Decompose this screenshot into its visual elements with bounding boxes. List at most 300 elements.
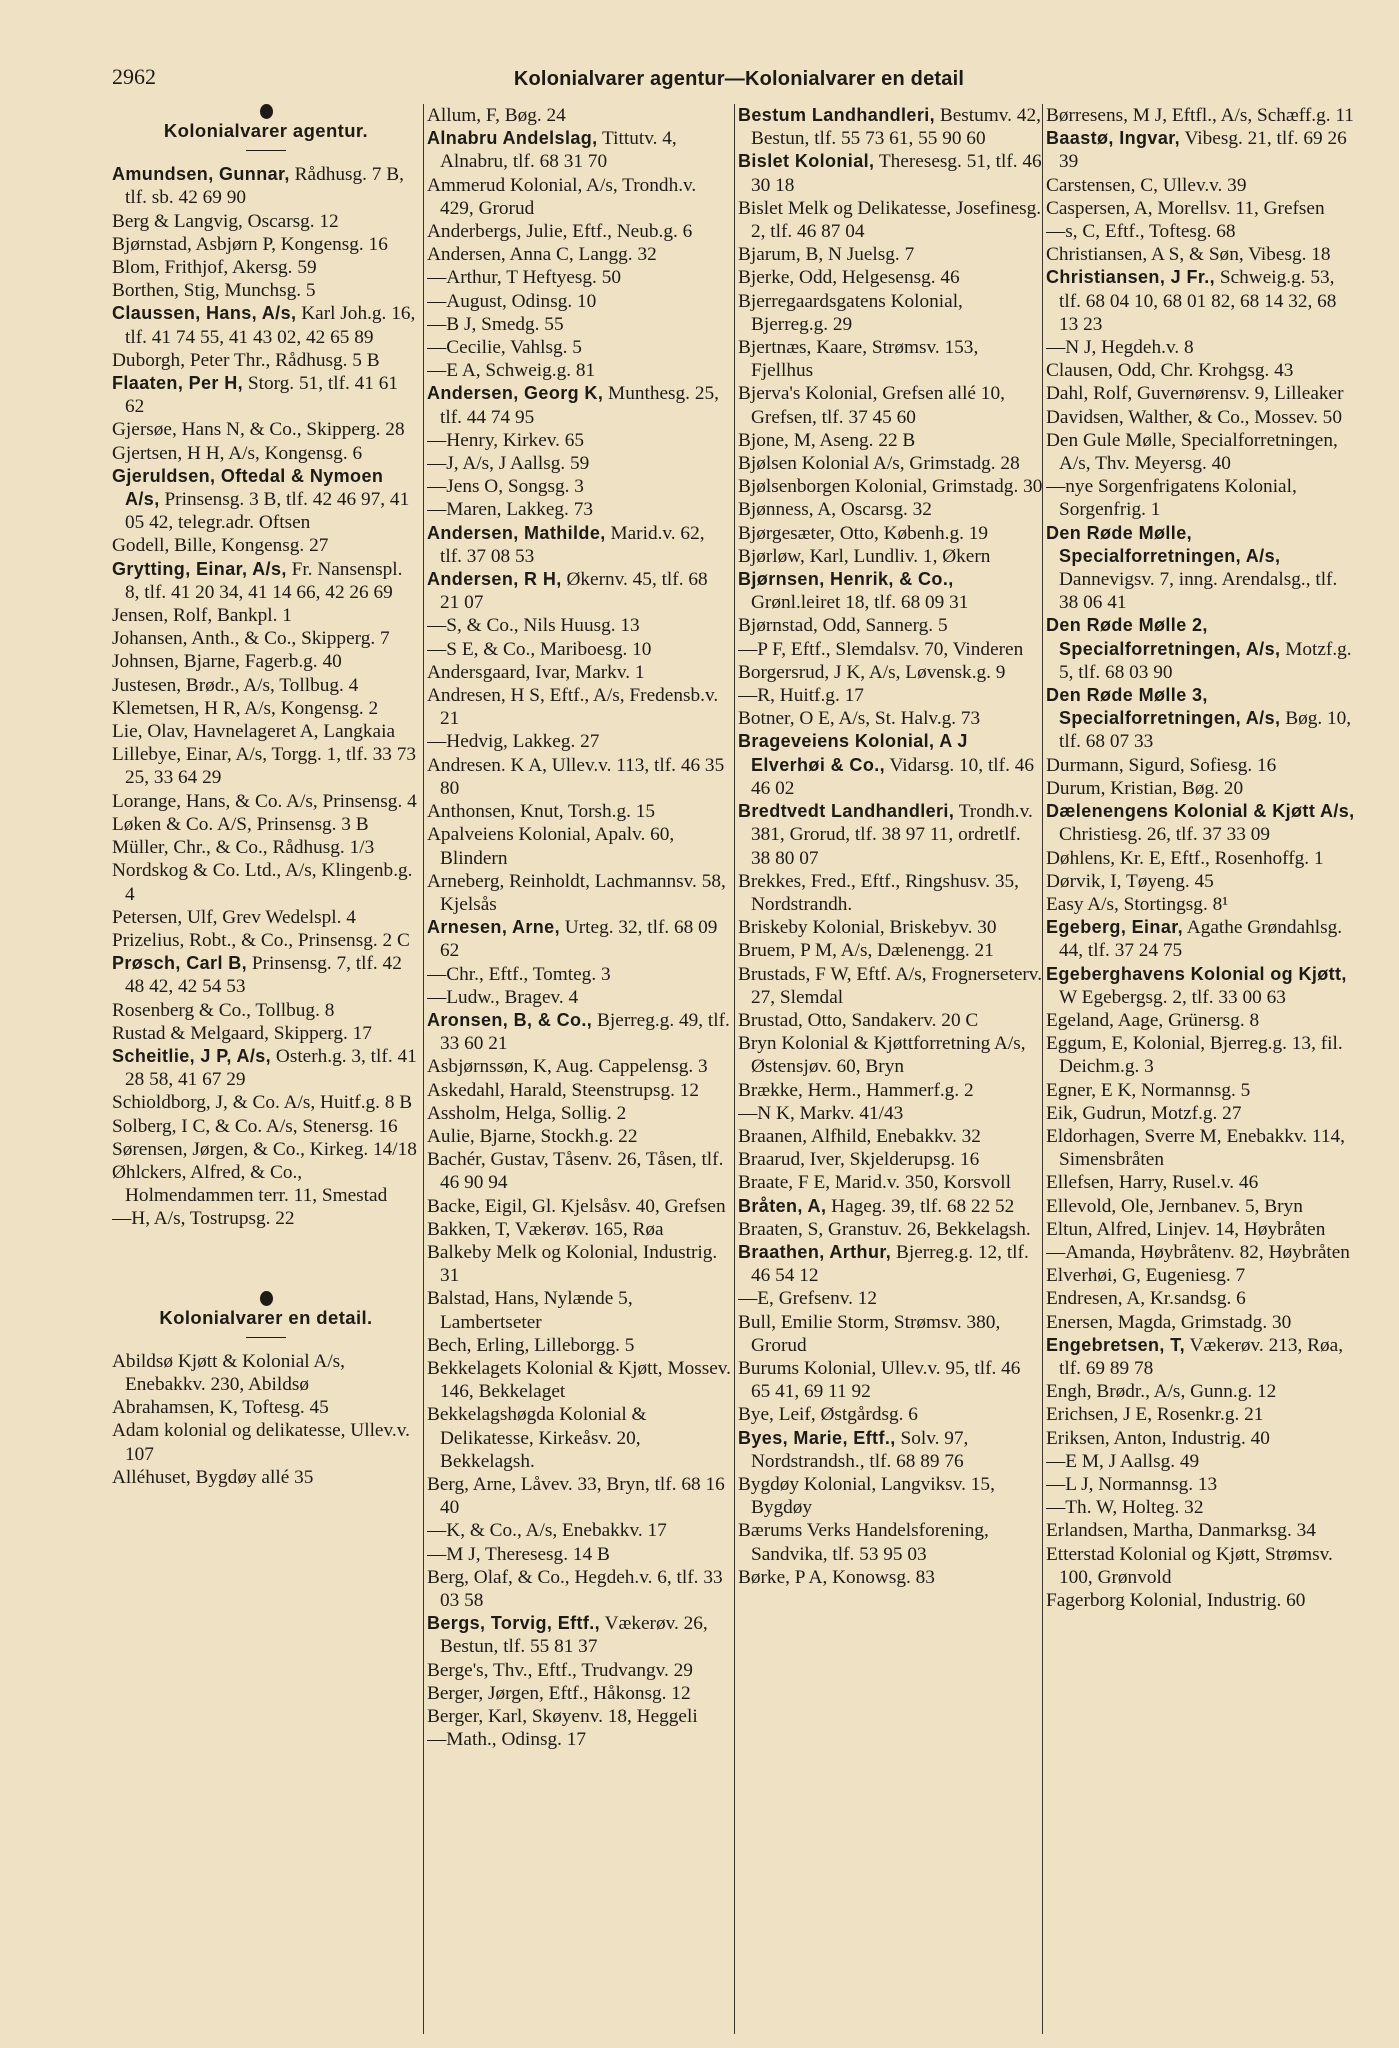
entry-text: Johansen, Anth., & Co., Skipperg. 7: [112, 628, 390, 650]
directory-entry: [1046, 1589, 1358, 1612]
directory-entry: [427, 823, 731, 869]
directory-entry: [427, 1148, 731, 1194]
entry-text: Balkeby Melk og Kolonial, Industrig. 31: [427, 1241, 718, 1287]
directory-entry: [427, 1334, 731, 1357]
directory-entry: [112, 279, 420, 302]
directory-entry: [1046, 1009, 1358, 1032]
directory-entry: [1046, 1171, 1358, 1194]
entry-text: Alléhuset, Bygdøy allé 35: [112, 1466, 314, 1488]
entry-text: Dahl, Rolf, Guvernørensv. 9, Lilleaker: [1046, 383, 1344, 405]
entry-text: Vækerøv. 26, Bestun, tlf. 55 81 37: [440, 1613, 708, 1658]
entry-text: Erlandsen, Martha, Danmarksg. 34: [1046, 1520, 1316, 1542]
entry-text: Hageg. 39, tlf. 68 22 52: [826, 1195, 1015, 1217]
entry-text: Andresen. K A, Ullev.v. 113, tlf. 46 35 80: [427, 754, 725, 799]
entry-text: —M J, Theresesg. 14 B: [427, 1543, 610, 1565]
entry-name-bold: Flaaten, Per H,: [112, 373, 244, 394]
column-4: [1046, 104, 1358, 2034]
entry-text: Christiesg. 26, tlf. 37 33 09: [1059, 824, 1271, 846]
entry-text: Briskeby Kolonial, Briskebyv. 30: [738, 917, 997, 939]
entry-text: Lorange, Hans, & Co. A/s, Prinsensg. 4: [112, 790, 417, 812]
entry-text: Bjørløw, Karl, Lundliv. 1, Økern: [738, 545, 991, 567]
directory-entry: [1046, 475, 1358, 521]
entry-text: Asbjørnssøn, K, Aug. Cappelensg. 3: [427, 1056, 708, 1078]
entry-text: Eldorhagen, Sverre M, Enebakkv. 114, Simensbråten: [1046, 1125, 1345, 1171]
directory-entry: [1046, 1427, 1358, 1450]
entry-text: Dørvik, I, Tøyeng. 45: [1046, 870, 1214, 892]
entry-text: Andersen, Anna C, Langg. 32: [427, 244, 657, 266]
directory-entry: [738, 1148, 1044, 1171]
directory-entry: [738, 452, 1044, 475]
directory-entry: [1046, 127, 1358, 173]
entry-text: Enersen, Magda, Grimstadg. 30: [1046, 1311, 1292, 1333]
section-heading: [112, 1291, 420, 1338]
entry-text: Fagerborg Kolonial, Industrig. 60: [1046, 1590, 1306, 1611]
directory-entry: [112, 1466, 420, 1489]
directory-entry: [738, 1171, 1044, 1194]
entry-text: Erichsen, J E, Rosenkr.g. 21: [1046, 1404, 1264, 1426]
entry-text: Ellefsen, Harry, Rusel.v. 46: [1046, 1172, 1259, 1194]
directory-entry: [1046, 1496, 1358, 1519]
entry-text: Løken & Co. A/S, Prinsensg. 3 B: [112, 813, 369, 835]
directory-entry: [427, 614, 731, 637]
directory-entry: [738, 1009, 1044, 1032]
entry-name-bold: Gjeruldsen, Oftedal & Nymoen A/s,: [112, 465, 384, 510]
entry-text: Allum, F, Bøg. 24: [427, 105, 566, 126]
directory-entry: [427, 916, 731, 962]
directory-entry: [1046, 1125, 1358, 1171]
directory-entry: [112, 697, 420, 720]
directory-entry: [112, 372, 420, 418]
entry-name-bold: Bislet Kolonial,: [738, 151, 875, 172]
directory-entry: [427, 1241, 731, 1287]
entry-text: Dannevigsv. 7, inng. Arendalsg., tlf. 38 06 41: [1059, 569, 1338, 614]
directory-entry: [1046, 1543, 1358, 1589]
entry-text: Økernv. 45, tlf. 68 21 07: [440, 569, 708, 614]
entry-text: —s, C, Eftf., Toftesg. 68: [1046, 221, 1236, 243]
directory-entry: [112, 302, 420, 348]
directory-entry: [738, 1519, 1044, 1565]
entry-name-bold: Den Røde Mølle 2, Specialforretningen, A/s,: [1046, 615, 1281, 659]
directory-entry: [112, 1045, 420, 1091]
directory-entry: [738, 730, 1044, 800]
directory-entry: [1046, 220, 1358, 243]
entry-text: Brække, Herm., Hammerf.g. 2: [738, 1079, 974, 1101]
directory-entry: [427, 359, 731, 382]
directory-entry: [427, 1403, 731, 1473]
directory-entry: [738, 870, 1044, 916]
directory-entry: [427, 1195, 731, 1218]
entry-text: Bjerreg.g. 12, tlf. 46 54 12: [751, 1241, 1029, 1287]
entry-text: Braate, F E, Marid.v. 350, Korsvoll: [738, 1172, 1011, 1194]
section-title: Kolonialvarer en detail.: [159, 1306, 373, 1328]
directory-entry: [427, 382, 731, 428]
directory-entry: [738, 522, 1044, 545]
directory-entry: [427, 1519, 731, 1542]
entry-text: Bjerva's Kolonial, Grefsen allé 10, Grefsen, tlf. 37 45 60: [738, 383, 1005, 428]
entry-text: Gjersøe, Hans N, & Co., Skipperg. 28: [112, 419, 405, 441]
entry-text: —Math., Odinsg. 17: [427, 1729, 587, 1751]
directory-entry: [427, 104, 731, 127]
entry-text: Bachér, Gustav, Tåsenv. 26, Tåsen, tlf. 46 90 94: [427, 1149, 724, 1194]
entry-text: Bjønness, A, Oscarsg. 32: [738, 499, 932, 521]
entry-text: Burums Kolonial, Ullev.v. 95, tlf. 46 65 41, 69 11 92: [738, 1357, 1021, 1403]
directory-entry: [427, 313, 731, 336]
entry-text: Bislet Melk og Delikatesse, Josefinesg. 2, tlf. 46 87 04: [738, 197, 1042, 243]
entry-text: Durum, Kristian, Bøg. 20: [1046, 777, 1244, 799]
directory-entry: [738, 1566, 1044, 1589]
entry-text: Christiansen, A S, & Søn, Vibesg. 18: [1046, 244, 1331, 266]
entry-text: Eik, Gudrun, Motzf.g. 27: [1046, 1102, 1242, 1124]
directory-entry: [112, 906, 420, 929]
directory-entry: [738, 661, 1044, 684]
directory-entry: [738, 150, 1044, 196]
entry-text: —Maren, Lakkeg. 73: [427, 499, 593, 521]
directory-entry: [112, 1115, 420, 1138]
entry-text: Aulie, Bjarne, Stockh.g. 22: [427, 1125, 638, 1147]
entry-text: —H, A/s, Tostrupsg. 22: [112, 1208, 295, 1230]
directory-entry: [738, 197, 1044, 243]
entry-text: Davidsen, Walther, & Co., Mossev. 50: [1046, 406, 1342, 428]
entry-text: —Cecilie, Vahlsg. 5: [427, 337, 582, 359]
entry-name-bold: Egeberg, Einar,: [1046, 917, 1184, 938]
directory-entry: [112, 743, 420, 789]
directory-entry: [1046, 1473, 1358, 1496]
directory-entry: [738, 1079, 1044, 1102]
entry-text: Rustad & Melgaard, Skipperg. 17: [112, 1022, 372, 1044]
directory-entry: [738, 1403, 1044, 1426]
entry-text: Backe, Eigil, Gl. Kjelsåsv. 40, Grefsen: [427, 1195, 726, 1217]
directory-entry: [1046, 522, 1358, 615]
directory-entry: [1046, 1311, 1358, 1334]
entry-text: Gjertsen, H H, A/s, Kongensg. 6: [112, 442, 363, 464]
entry-text: Duborgh, Peter Thr., Rådhusg. 5 B: [112, 349, 380, 371]
entry-text: —Chr., Eftf., Tomteg. 3: [427, 963, 611, 985]
directory-entry: [738, 475, 1044, 498]
directory-entry: [427, 475, 731, 498]
entry-text: Solberg, I C, & Co. A/s, Stenersg. 16: [112, 1115, 398, 1137]
entry-name-bold: Andersen, Georg K,: [427, 383, 604, 404]
entry-text: Andresen, H S, Eftf., A/s, Fredensb.v. 21: [427, 685, 719, 730]
entry-text: Bekkelagets Kolonial & Kjøtt, Mossev. 146, Bekkelaget: [427, 1357, 731, 1403]
entry-text: Bjerregaardsgatens Kolonial, Bjerreg.g. 29: [738, 290, 963, 335]
entry-text: Braarud, Iver, Skjelderupsg. 16: [738, 1149, 980, 1171]
directory-entry: [1046, 847, 1358, 870]
entry-text: Osterh.g. 3, tlf. 41 28 58, 41 67 29: [125, 1045, 417, 1091]
directory-entry: [427, 1009, 731, 1055]
entry-text: —Jens O, Songsg. 3: [427, 476, 584, 498]
directory-entry: [427, 1543, 731, 1566]
directory-entry: [427, 1473, 731, 1519]
directory-entry: [1046, 963, 1358, 1009]
directory-entry: [427, 1218, 731, 1241]
directory-entry: [1046, 893, 1358, 916]
entry-name-bold: Egeberghavens Kolonial og Kjøtt,: [1046, 963, 1347, 984]
entry-text: —R, Huitf.g. 17: [738, 685, 864, 707]
column-2: [427, 104, 731, 2034]
directory-entry: [738, 916, 1044, 939]
entry-text: Døhlens, Kr. E, Eftf., Rosenhoffg. 1: [1046, 847, 1324, 869]
entry-text: Assholm, Helga, Sollig. 2: [427, 1102, 627, 1124]
directory-entry: [112, 836, 420, 859]
directory-entry: [1046, 777, 1358, 800]
entry-text: Schweig.g. 53, tlf. 68 04 10, 68 01 82, 68 14 32, 68 13 23: [1059, 267, 1337, 335]
directory-entry: [427, 1287, 731, 1333]
directory-entry: [1046, 1380, 1358, 1403]
directory-entry: [1046, 266, 1358, 336]
entry-text: Børke, P A, Konowsg. 83: [738, 1566, 935, 1588]
directory-entry: [738, 614, 1044, 637]
directory-entry: [427, 127, 731, 173]
directory-entry: [738, 243, 1044, 266]
entry-text: W Egebergsg. 2, tlf. 33 00 63: [1059, 986, 1286, 1008]
directory-entry: [1046, 406, 1358, 429]
entry-text: Braaten, S, Granstuv. 26, Bekkelagsh.: [738, 1218, 1031, 1240]
directory-entry: [738, 638, 1044, 661]
directory-entry: [1046, 1334, 1358, 1380]
directory-entry: [1046, 429, 1358, 475]
directory-entry: [738, 1311, 1044, 1357]
directory-entry: [112, 929, 420, 952]
directory-entry: [1046, 684, 1358, 754]
directory-entry: [112, 674, 420, 697]
entry-text: Vibesg. 21, tlf. 69 26 39: [1059, 128, 1347, 173]
entry-text: —B J, Smedg. 55: [427, 313, 564, 335]
bullet-icon: [260, 104, 273, 119]
directory-entry: [427, 870, 731, 916]
entry-text: Berg, Olaf, & Co., Hegdeh.v. 6, tlf. 33 03 58: [427, 1566, 723, 1611]
directory-entry: [112, 999, 420, 1022]
directory-entry: [738, 1102, 1044, 1125]
directory-entry: [1046, 1403, 1358, 1426]
directory-entry: [112, 465, 420, 535]
directory-entry: [738, 104, 1044, 150]
entry-text: Blom, Frithjof, Akersg. 59: [112, 257, 317, 279]
entry-text: Berg & Langvig, Oscarsg. 12: [112, 210, 339, 232]
entry-text: Karl Joh.g. 16, tlf. 41 74 55, 41 43 02, 42 65 89: [125, 303, 416, 348]
entry-name-bold: Baastø, Ingvar,: [1046, 128, 1181, 149]
directory-entry: [738, 684, 1044, 707]
entry-text: Motzf.g. 5, tlf. 68 03 90: [1059, 638, 1352, 683]
directory-entry: [1046, 1450, 1358, 1473]
entry-text: Anthonsen, Knut, Torsh.g. 15: [427, 801, 656, 823]
directory-entry: [427, 266, 731, 289]
entry-name-bold: Byes, Marie, Eftf.,: [738, 1427, 896, 1448]
entry-text: Bakken, T, Vækerøv. 165, Røa: [427, 1218, 664, 1240]
directory-entry: [738, 707, 1044, 730]
entry-text: Munthesg. 25, tlf. 44 74 95: [440, 383, 719, 428]
entry-text: —J, A/s, J Aallsg. 59: [427, 453, 590, 475]
entry-text: Trondh.v. 381, Grorud, tlf. 38 97 11, ordretlf. 38 80 07: [751, 801, 1033, 869]
entry-text: Bjørgesæter, Otto, Københ.g. 19: [738, 522, 989, 544]
entry-name-bold: Andersen, Mathilde,: [427, 522, 606, 543]
entry-text: Prinsensg. 7, tlf. 42 48 42, 42 54 53: [125, 953, 402, 998]
entry-text: Eggum, E, Kolonial, Bjerreg.g. 13, fil. Deichm.g. 3: [1046, 1033, 1343, 1078]
entry-name-bold: Scheitlie, J P, A/s,: [112, 1045, 272, 1066]
entry-text: Johnsen, Bjarne, Fagerb.g. 40: [112, 651, 342, 673]
entry-text: Durmann, Sigurd, Sofiesg. 16: [1046, 754, 1277, 776]
directory-entry: [427, 684, 731, 730]
directory-entry: [738, 963, 1044, 1009]
directory-entry: [427, 452, 731, 475]
directory-entry: [738, 1218, 1044, 1241]
entry-text: Abildsø Kjøtt & Kolonial A/s, Enebakkv. 230, Abildsø: [112, 1350, 345, 1395]
directory-entry: [1046, 1032, 1358, 1078]
entry-text: Botner, O E, A/s, St. Halv.g. 73: [738, 708, 981, 730]
directory-entry: [112, 163, 420, 209]
entry-text: —L J, Normannsg. 13: [1046, 1473, 1218, 1495]
entry-text: Bjertnæs, Kaare, Strømsv. 153, Fjellhus: [738, 337, 979, 382]
directory-entry: [738, 568, 1044, 614]
entry-name-bold: Bredtvedt Landhandleri,: [738, 801, 955, 822]
entry-name-bold: Prøsch, Carl B,: [112, 953, 248, 974]
entry-text: Andersgaard, Ivar, Markv. 1: [427, 661, 645, 683]
entry-text: —E M, J Aallsg. 49: [1046, 1450, 1200, 1472]
entry-text: Bye, Leif, Østgårdsg. 6: [738, 1404, 918, 1426]
entry-text: Egeland, Aage, Grünersg. 8: [1046, 1009, 1260, 1031]
entry-name-bold: Christiansen, J Fr.,: [1046, 267, 1216, 288]
directory-entry: [112, 650, 420, 673]
entry-text: Berger, Jørgen, Eftf., Håkonsg. 12: [427, 1682, 691, 1704]
directory-entry: [427, 522, 731, 568]
entry-text: Carstensen, C, Ullev.v. 39: [1046, 174, 1247, 196]
entry-text: —Th. W, Holteg. 32: [1046, 1497, 1204, 1519]
entry-text: Marid.v. 62, tlf. 37 08 53: [440, 522, 705, 567]
entry-text: Askedahl, Harald, Steenstrupsg. 12: [427, 1079, 700, 1101]
directory-entry: [427, 568, 731, 614]
directory-entry: [738, 1357, 1044, 1403]
entry-text: Bekkelagshøgda Kolonial & Delikatesse, Kirkeåsv. 20, Bekkelagsh.: [427, 1404, 647, 1472]
directory-entry: [112, 1091, 420, 1114]
entry-text: Müller, Chr., & Co., Rådhusg. 1/3: [112, 837, 375, 859]
directory-entry: [1046, 382, 1358, 405]
directory-entry: [112, 952, 420, 998]
directory-entry: [427, 1728, 731, 1751]
directory-entry: [427, 243, 731, 266]
directory-entry: [427, 1682, 731, 1705]
entry-name-bold: Bjørnsen, Henrik, & Co.,: [738, 569, 954, 590]
column-rule: [423, 104, 424, 2034]
section-heading: [112, 104, 420, 151]
directory-entry: [112, 1161, 420, 1207]
entry-name-bold: Den Røde Mølle 3, Specialforretningen, A/s,: [1046, 685, 1281, 729]
directory-entry: [112, 534, 420, 557]
entry-name-bold: Brageveiens Kolonial, A J Elverhøi & Co.,: [738, 731, 968, 775]
directory-entry: [738, 939, 1044, 962]
entry-text: Bestumv. 42, Bestun, tlf. 55 73 61, 55 90 60: [751, 105, 1041, 150]
entry-text: Nordskog & Co. Ltd., A/s, Klingenb.g. 4: [112, 860, 413, 905]
entry-text: Berg, Arne, Låvev. 33, Bryn, tlf. 68 16 40: [427, 1473, 725, 1519]
entry-text: Schioldborg, J, & Co. A/s, Huitf.g. 8 B: [112, 1092, 413, 1114]
entry-text: Abrahamsen, K, Toftesg. 45: [112, 1397, 329, 1419]
entry-text: Vækerøv. 213, Røa, tlf. 69 89 78: [1059, 1334, 1344, 1379]
entry-text: Berger, Karl, Skøyenv. 18, Heggeli: [427, 1706, 698, 1728]
entry-text: —E, Grefsenv. 12: [738, 1288, 878, 1310]
directory-entry: [738, 498, 1044, 521]
entry-text: Petersen, Ulf, Grev Wedelspl. 4: [112, 906, 356, 928]
directory-entry: [738, 266, 1044, 289]
directory-entry: [1046, 916, 1358, 962]
directory-entry: [1046, 104, 1358, 127]
directory-entry: [112, 1350, 420, 1396]
entry-name-bold: Den Røde Mølle, Specialforretningen, A/s,: [1046, 522, 1281, 566]
directory-entry: [738, 1125, 1044, 1148]
entry-text: Eriksen, Anton, Industrig. 40: [1046, 1427, 1270, 1449]
section-title: Kolonialvarer agentur.: [163, 120, 369, 141]
directory-entry: [112, 813, 420, 836]
entry-text: Urteg. 32, tlf. 68 09 62: [440, 917, 718, 962]
directory-entry: [738, 1427, 1044, 1473]
directory-entry: [738, 545, 1044, 568]
directory-entry: [738, 429, 1044, 452]
directory-entry: [427, 754, 731, 800]
entry-text: Etterstad Kolonial og Kjøtt, Strømsv. 100, Grønvold: [1046, 1543, 1333, 1588]
entry-text: Prinsensg. 3 B, tlf. 42 46 97, 41 05 42, telegr.adr. Oftsen: [125, 489, 410, 534]
directory-entry: [112, 418, 420, 441]
entry-text: —Hedvig, Lakkeg. 27: [427, 731, 600, 753]
entry-text: Berge's, Thv., Eftf., Trudvangv. 29: [427, 1659, 693, 1681]
entry-text: Bjølsen Kolonial A/s, Grimstadg. 28: [738, 453, 1020, 475]
entry-text: —S, & Co., Nils Huusg. 13: [427, 615, 640, 637]
entry-text: Bjørnstad, Odd, Sannerg. 5: [738, 615, 948, 637]
directory-entry: [112, 790, 420, 813]
entry-name-bold: Dælenengens Kolonial & Kjøtt A/s,: [1046, 801, 1355, 822]
entry-text: —N K, Markv. 41/43: [738, 1102, 904, 1124]
entry-text: Balstad, Hans, Nylænde 5, Lambertseter: [427, 1288, 633, 1333]
directory-entry: [427, 336, 731, 359]
entry-text: Tittutv. 4, Alnabru, tlf. 68 31 70: [440, 128, 677, 173]
entry-name-bold: Bråten, A,: [738, 1195, 827, 1216]
directory-entry: [1046, 800, 1358, 846]
directory-entry: [738, 1241, 1044, 1287]
entry-name-bold: Aronsen, B, & Co.,: [427, 1009, 593, 1030]
directory-entry: [1046, 1079, 1358, 1102]
entry-text: Storg. 51, tlf. 41 61 62: [125, 373, 399, 418]
entry-text: Vidarsg. 10, tlf. 46 46 02: [751, 754, 1035, 799]
directory-entry: [112, 627, 420, 650]
entry-text: Agathe Grøndahlsg. 44, tlf. 37 24 75: [1059, 917, 1343, 962]
entry-text: Bygdøy Kolonial, Langviksv. 15, Bygdøy: [738, 1473, 995, 1519]
entry-text: Ammerud Kolonial, A/s, Trondh.v. 429, Grorud: [427, 174, 697, 219]
entry-text: Bjone, M, Aseng. 22 B: [738, 429, 916, 451]
entry-text: Jensen, Rolf, Bankpl. 1: [112, 605, 292, 627]
entry-text: Bjerreg.g. 49, tlf. 33 60 21: [440, 1009, 730, 1055]
entry-text: Prizelius, Robt., & Co., Prinsensg. 2 C: [112, 929, 410, 951]
directory-entry: [1046, 614, 1358, 684]
column-rule: [734, 104, 735, 2034]
entry-name-bold: Engebretsen, T,: [1046, 1334, 1186, 1355]
entry-text: Fr. Nansenspl. 8, tlf. 41 20 34, 41 14 66, 42 26 69: [125, 558, 403, 603]
directory-entry: [112, 558, 420, 604]
directory-entry: [427, 661, 731, 684]
entry-text: Brustad, Otto, Sandakerv. 20 C: [738, 1009, 979, 1031]
entry-text: Godell, Bille, Kongensg. 27: [112, 535, 329, 557]
entry-name-bold: Grytting, Einar, A/s,: [112, 558, 287, 579]
entry-text: Den Gule Mølle, Specialforretningen, A/s, Thv. Meyersg. 40: [1046, 429, 1338, 475]
entry-text: —Arthur, T Heftyesg. 50: [427, 267, 621, 289]
directory-entry: [112, 442, 420, 465]
entry-text: Easy A/s, Stortingsg. 8¹: [1046, 893, 1229, 915]
entry-text: —K, & Co., A/s, Enebakkv. 17: [427, 1520, 667, 1542]
entry-text: Solv. 97, Nordstrandsh., tlf. 68 89 76: [751, 1427, 969, 1472]
directory-entry: [112, 210, 420, 233]
page-number: 2962: [112, 64, 156, 89]
directory-entry: [1046, 1102, 1358, 1125]
directory-entry: [427, 290, 731, 313]
entry-name-bold: Claussen, Hans, A/s,: [112, 303, 297, 324]
entry-text: Bull, Emilie Storm, Strømsv. 380, Grorud: [738, 1311, 1001, 1356]
entry-text: Engh, Brødr., A/s, Gunn.g. 12: [1046, 1381, 1277, 1403]
entry-text: Bøg. 10, tlf. 68 07 33: [1059, 708, 1352, 753]
